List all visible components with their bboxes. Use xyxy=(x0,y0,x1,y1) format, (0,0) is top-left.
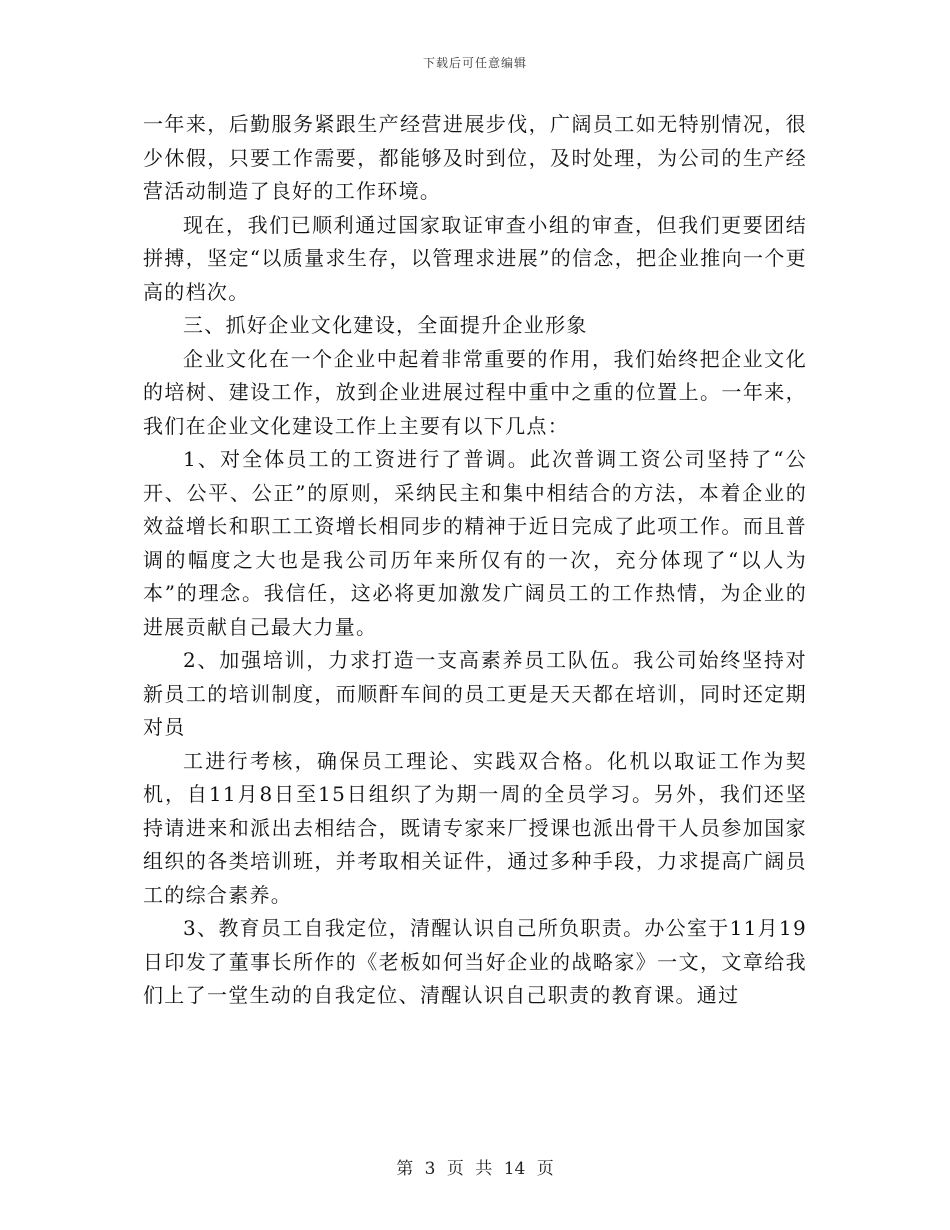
paragraph-logistics: 一年来，后勤服务紧跟生产经营进展步伐，广阔员工如无特别情况，很少休假，只要工作需要，都能够及时到位，及时处理，为公司的生产经营活动制造了良好的工作环境。 xyxy=(143,112,807,203)
section-heading-culture: 三、抓好企业文化建设，全面提升企业形象 xyxy=(183,313,588,337)
paragraph-culture-intro: 企业文化在一个企业中起着非常重要的作用，我们始终把企业文化的培树、建设工作，放到企业进展过程中重中之重的位置上。一年来，我们在企业文化建设工作上主要有以下几点： xyxy=(143,346,807,438)
paragraph-item-2-training: 2、加强培训，力求打造一支高素养员工队伍。我公司始终坚持对新员工的培训制度，而顺酐车间的员工更是天天都在培训，同时还定期对员 xyxy=(143,648,807,739)
page-header: 下载后可任意编辑 xyxy=(422,56,527,70)
paragraph-certification: 现在，我们已顺利通过国家取证审查小组的审查，但我们更要团结拼搏，坚定“以质量求生存，以管理求进展”的信念，把企业推向一个更高的档次。 xyxy=(143,212,807,304)
page-number-footer: 第 3 页 共 14 页 xyxy=(396,1159,554,1179)
document-body xyxy=(143,108,807,1013)
paragraph-item-1-salary: 1、对全体员工的工资进行了普调。此次普调工资公司坚持了“公开、公平、公正”的原则，采纳民主和集中相结合的方法，本着企业的效益增长和职工工资增长相同步的精神于近日完成了此项工作。而且普调的幅度之大也是我公司历年来所仅有的一次，充分体现了“以人为本”的理念。我信任，这必将更加激发广阔员工的工作热情，为企业的进展贡献自己最大力量。 xyxy=(143,447,807,639)
paragraph-item-2-continued: 工进行考核，确保员工理论、实践双合格。化机以取证工作为契机，自11月8日至15日组织了为期一周的全员学习。另外，我们还坚持请进来和派出去相结合，既请专家来厂授课也派出骨干人员参加国家组织的各类培训班，并考取相关证件，通过多种手段，力求提高广阔员工的综合素养。 xyxy=(143,748,807,907)
paragraph-item-3-positioning: 3、教育员工自我定位，清醒认识自己所负职责。办公室于11月19日印发了董事长所作的《老板如何当好企业的战略家》一文，文章给我们上了一堂生动的自我定位、清醒认识自己职责的教育课。通过 xyxy=(143,916,807,1007)
